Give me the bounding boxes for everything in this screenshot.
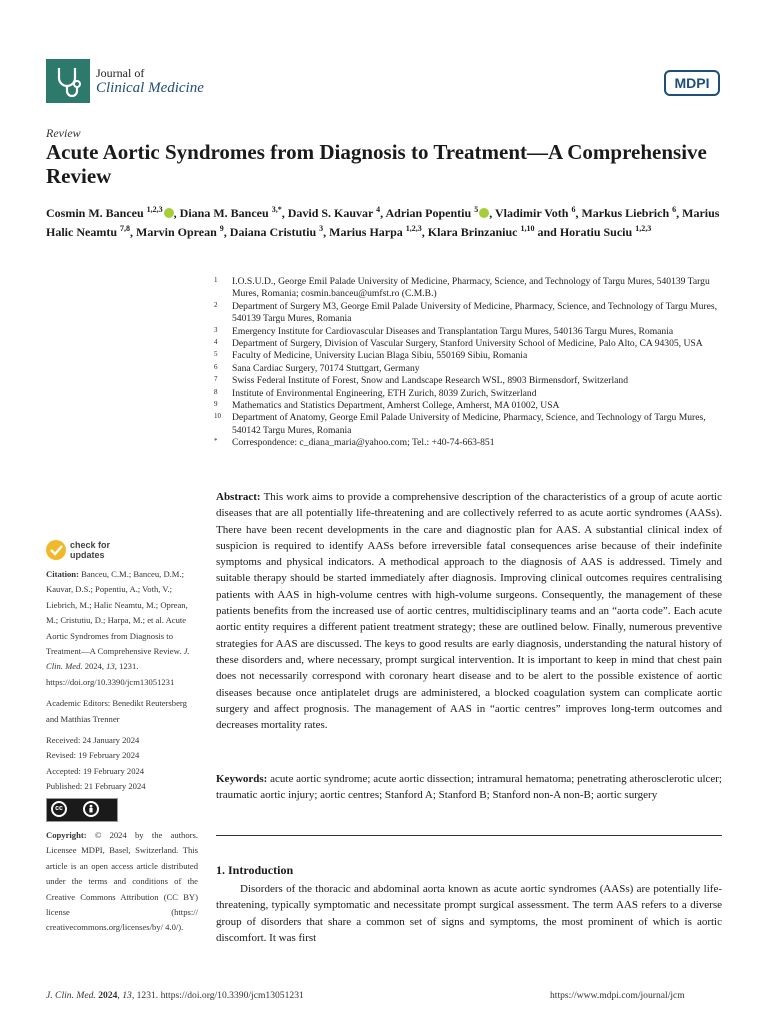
author-affiliation-sup: 3 [319, 224, 324, 233]
affiliation-item [214, 350, 724, 362]
affiliation-item [214, 400, 724, 412]
affiliation-item [214, 363, 724, 375]
affiliation-item [214, 437, 724, 449]
author-name[interactable]: Cosmin M. Banceu [46, 206, 147, 220]
footer-journal-url[interactable]: https://www.mdpi.com/journal/jcm [550, 990, 685, 1001]
publisher-logo: MDPI [664, 70, 720, 96]
received-date: Received: 24 January 2024 [46, 735, 140, 746]
affiliation-item [214, 375, 724, 387]
affiliation-text: Swiss Federal Institute of Forest, Snow and Landscape Research WSL, 8903 Birmensdorf, Switzerland [232, 375, 629, 387]
author-affiliation-sup: 6 [571, 205, 576, 214]
author-name[interactable]: Adrian Popentiu [385, 206, 475, 220]
citation: Citation: Banceu, C.M.; Banceu, D.M.; Kauvar, D.S.; Popentiu, A.; Voth, V.; Liebrich, M.; Halic Neamtu, M.; Oprean, M.; Cristutiu, D.; Harpa, M.; et al. Acute Aortic Syndromes from Diagnosis to Treatment—A Comprehensive Review. J. Clin. Med. 2024, 13, 1231. https://doi.org/10.3390/jcm13051231 [46, 569, 190, 687]
cc-icon: cc [51, 801, 67, 817]
cc-by-license-badge[interactable] [46, 798, 118, 822]
author-affiliation-sup: 1,2,3 [146, 205, 163, 214]
revised-date: Revised: 19 February 2024 [46, 750, 140, 761]
journal-name: Clinical Medicine [96, 80, 204, 96]
author-name[interactable]: David S. Kauvar [287, 206, 377, 220]
affiliation-text: Department of Anatomy, George Emil Palade University of Medicine, Pharmacy, Science, and Technology of Targu Mures, 540142 Targu Mures, Romania [232, 412, 706, 436]
footer-citation: J. Clin. Med. 2024, 13, 1231. https://doi.org/10.3390/jcm13051231 [46, 990, 304, 1001]
affiliation-number: 1 [214, 276, 218, 284]
author-affiliation-sup: 5 [474, 205, 479, 214]
copyright-notice: Copyright: © 2024 by the authors. Licensee MDPI, Basel, Switzerland. This article is an open access article distributed under the terms and conditions of the Creative Commons Attribution (CC BY) license (https:// creativecommons.org/licenses/by/ 4.0/). [46, 830, 198, 933]
academic-editors: Academic Editors: Benedikt Reutersberg and Matthias Trenner [46, 698, 187, 724]
affiliations [214, 276, 724, 450]
author-affiliation-sup: 4 [376, 205, 381, 214]
journal-of-label: Journal of [96, 66, 145, 80]
affiliation-number: 6 [214, 362, 218, 371]
affiliation-text: Emergency Institute for Cardiovascular Diseases and Transplantation Targu Mures, 540136 Targu Mures, Romania [232, 325, 674, 337]
journal-logo [46, 59, 90, 103]
affiliation-number: 5 [214, 350, 218, 359]
citation-sidebar [46, 567, 198, 795]
keywords: Keywords: acute aortic syndrome; acute aortic dissection; intramural hematoma; penetrating atherosclerotic ulcer; traumatic aortic injury; aortic centres; Stanford A; Stanford B; Stanford non-A non-B; aortic surgery [216, 773, 722, 802]
article-title: Acute Aortic Syndromes from Diagnosis to Treatment—A Comprehensive Review [46, 140, 707, 188]
footer-doi-link[interactable]: , 1231. https://doi.org/10.3390/jcm13051231 [131, 990, 304, 1001]
published-date: Published: 21 February 2024 [46, 781, 146, 792]
author-name[interactable]: Klara Brinzaniuc [427, 225, 521, 239]
affiliation-text: Department of Surgery, Division of Vascular Surgery, Stanford University School of Medicine, Palo Alto, CA 94305, USA [232, 338, 703, 350]
affiliation-item [214, 338, 724, 350]
affiliation-number: 7 [214, 375, 218, 384]
check-updates-icon [46, 540, 66, 560]
affiliation-text: I.O.S.U.D., George Emil Palade University of Medicine, Pharmacy, Science, and Technology of Targu Mures, 540139 Targu Mures, Romania; cosmin.banceu@umfst.ro (C.M.B.) [232, 276, 710, 300]
affiliation-text: Mathematics and Statistics Department, Amherst College, Amherst, MA 01002, USA [232, 400, 560, 412]
author-name[interactable]: Horatiu Suciu [559, 225, 636, 239]
orcid-icon[interactable] [479, 208, 489, 218]
author-name[interactable]: Marius Halic Neamtu [46, 206, 720, 239]
author-affiliation-sup: 1,2,3 [635, 224, 652, 233]
affiliation-text: Institute of Environmental Engineering, ETH Zurich, 8039 Zurich, Switzerland [232, 387, 537, 399]
article-type: Review [46, 126, 81, 140]
author-affiliation-sup: 7,8 [120, 224, 130, 233]
affiliation-text: Faculty of Medicine, University Lucian Blaga Sibiu, 550169 Sibiu, Romania [232, 350, 528, 362]
affiliation-number: 10 [214, 412, 221, 421]
affiliation-item [214, 326, 724, 338]
check-updates-label: check for updates [70, 540, 111, 560]
accepted-date: Accepted: 19 February 2024 [46, 765, 145, 776]
author-name[interactable]: Daiana Cristutiu [229, 225, 320, 239]
section-divider [216, 835, 722, 836]
author-affiliation-sup: 9 [219, 224, 224, 233]
author-affiliation-sup: 3,* [271, 205, 282, 214]
author-name[interactable]: Diana M. Banceu [179, 206, 272, 220]
affiliation-number: 4 [214, 338, 218, 347]
affiliation-number: 2 [214, 300, 218, 309]
attribution-icon [83, 801, 99, 817]
affiliation-item [214, 388, 724, 400]
citation-doi-link[interactable]: , 1231. https://doi.org/10.3390/jcm13051231 [46, 661, 175, 687]
affiliation-number: 3 [214, 325, 218, 334]
author-name[interactable]: Marvin Oprean [136, 225, 220, 239]
author-affiliation-sup: 1,10 [520, 224, 535, 233]
abstract: Abstract: This work aims to provide a comprehensive description of the characteristics of a group of acute aortic diseases that are all potentially life-threatening and are collectively referred to as acute aortic syndromes (AASs). There have been recent developments in the care and diagnostic plan for AAS. A substantial clinical index of suspicion is required to identify AASs before irreversible fatal consequences arise because of their indefinite symptoms and physical indicators. A methodical approach to the diagnosis of AAS is addressed. Timely and suitable therapy should be started immediately after diagnosis. Improving clinical outcomes requires centralising patients with AAS in high-volume centres with high-volume surgeons. Consequently, the management of these patients benefits from the increased use of aortic centres, multidisciplinary teams and an “aorta code”. Each acute aortic entity requires a different patient treatment strategy; these are outlined below. Finally, numerous preventive strategies for AAS are discussed. The keys to good results are early diagnosis, understanding the natural history of these disorders and, where necessary, prompt surgical intervention. It is important to keep in mind that chest pain does not necessarily correspond with coronary heart disease and to be alert to the possible existence of aortic diseases because once antiplatelet drugs are administered, a blocked coagulation system can complicate aortic surgery and affect prognosis. The management of AAS in “aortic centres” improves long-term outcomes and decreases mortality rates. [216, 491, 722, 732]
introduction-paragraph: Disorders of the thoracic and abdominal aorta known as acute aortic syndromes (AASs) are potentially life-threatening, typically symptomatic and necessitate prompt surgical assessment. The term AAS refers to a diverse group of disorders that share a common set of signs and symptoms, the most prominent of which is aortic discomfort. It was first [216, 883, 722, 944]
author-name[interactable]: Vladimir Voth [494, 206, 572, 220]
check-for-updates-button[interactable] [46, 538, 126, 562]
affiliation-text: Sana Cardiac Surgery, 70174 Stuttgart, Germany [232, 362, 420, 374]
affiliation-number: 8 [214, 387, 218, 396]
stethoscope-icon [46, 59, 90, 103]
author-list: Cosmin M. Banceu $^{1,2,3}$ , Diana M. Banceu $^{3,*}$, David S. Kauvar $^4$, Adrian Popentiu $^5$ , Vladimir Voth $^6$, Markus Liebrich $^6$, Marius Halic Neamtu $^{7,8}$, Marvin Oprean $^9$, Daiana Cristutiu $^3$, Marius Harpa $^{1,2,3}$, Klara Brinzaniuc $^{1,10}$ and Horatiu Suciu $^{1,2,3}$ [46, 205, 720, 239]
author-name[interactable]: Marius Harpa [329, 225, 406, 239]
affiliation-item [214, 276, 724, 301]
author-name[interactable]: Markus Liebrich [581, 206, 673, 220]
affiliation-text: Department of Surgery M3, George Emil Palade University of Medicine, Pharmacy, Science, and Technology of Targu Mures, 540139 Targu Mures, Romania [232, 300, 717, 325]
affiliation-text: Correspondence: c_diana_maria@yahoo.com; Tel.: +40-74-663-851 [232, 437, 495, 449]
affiliation-item [214, 301, 724, 326]
affiliation-number: 9 [214, 400, 218, 409]
affiliation-number: * [214, 437, 218, 446]
author-affiliation-sup: 1,2,3 [405, 224, 422, 233]
orcid-icon[interactable] [164, 208, 174, 218]
author-affiliation-sup: 6 [672, 205, 677, 214]
section-heading-introduction: 1. Introduction [216, 863, 294, 877]
affiliation-item [214, 412, 724, 437]
